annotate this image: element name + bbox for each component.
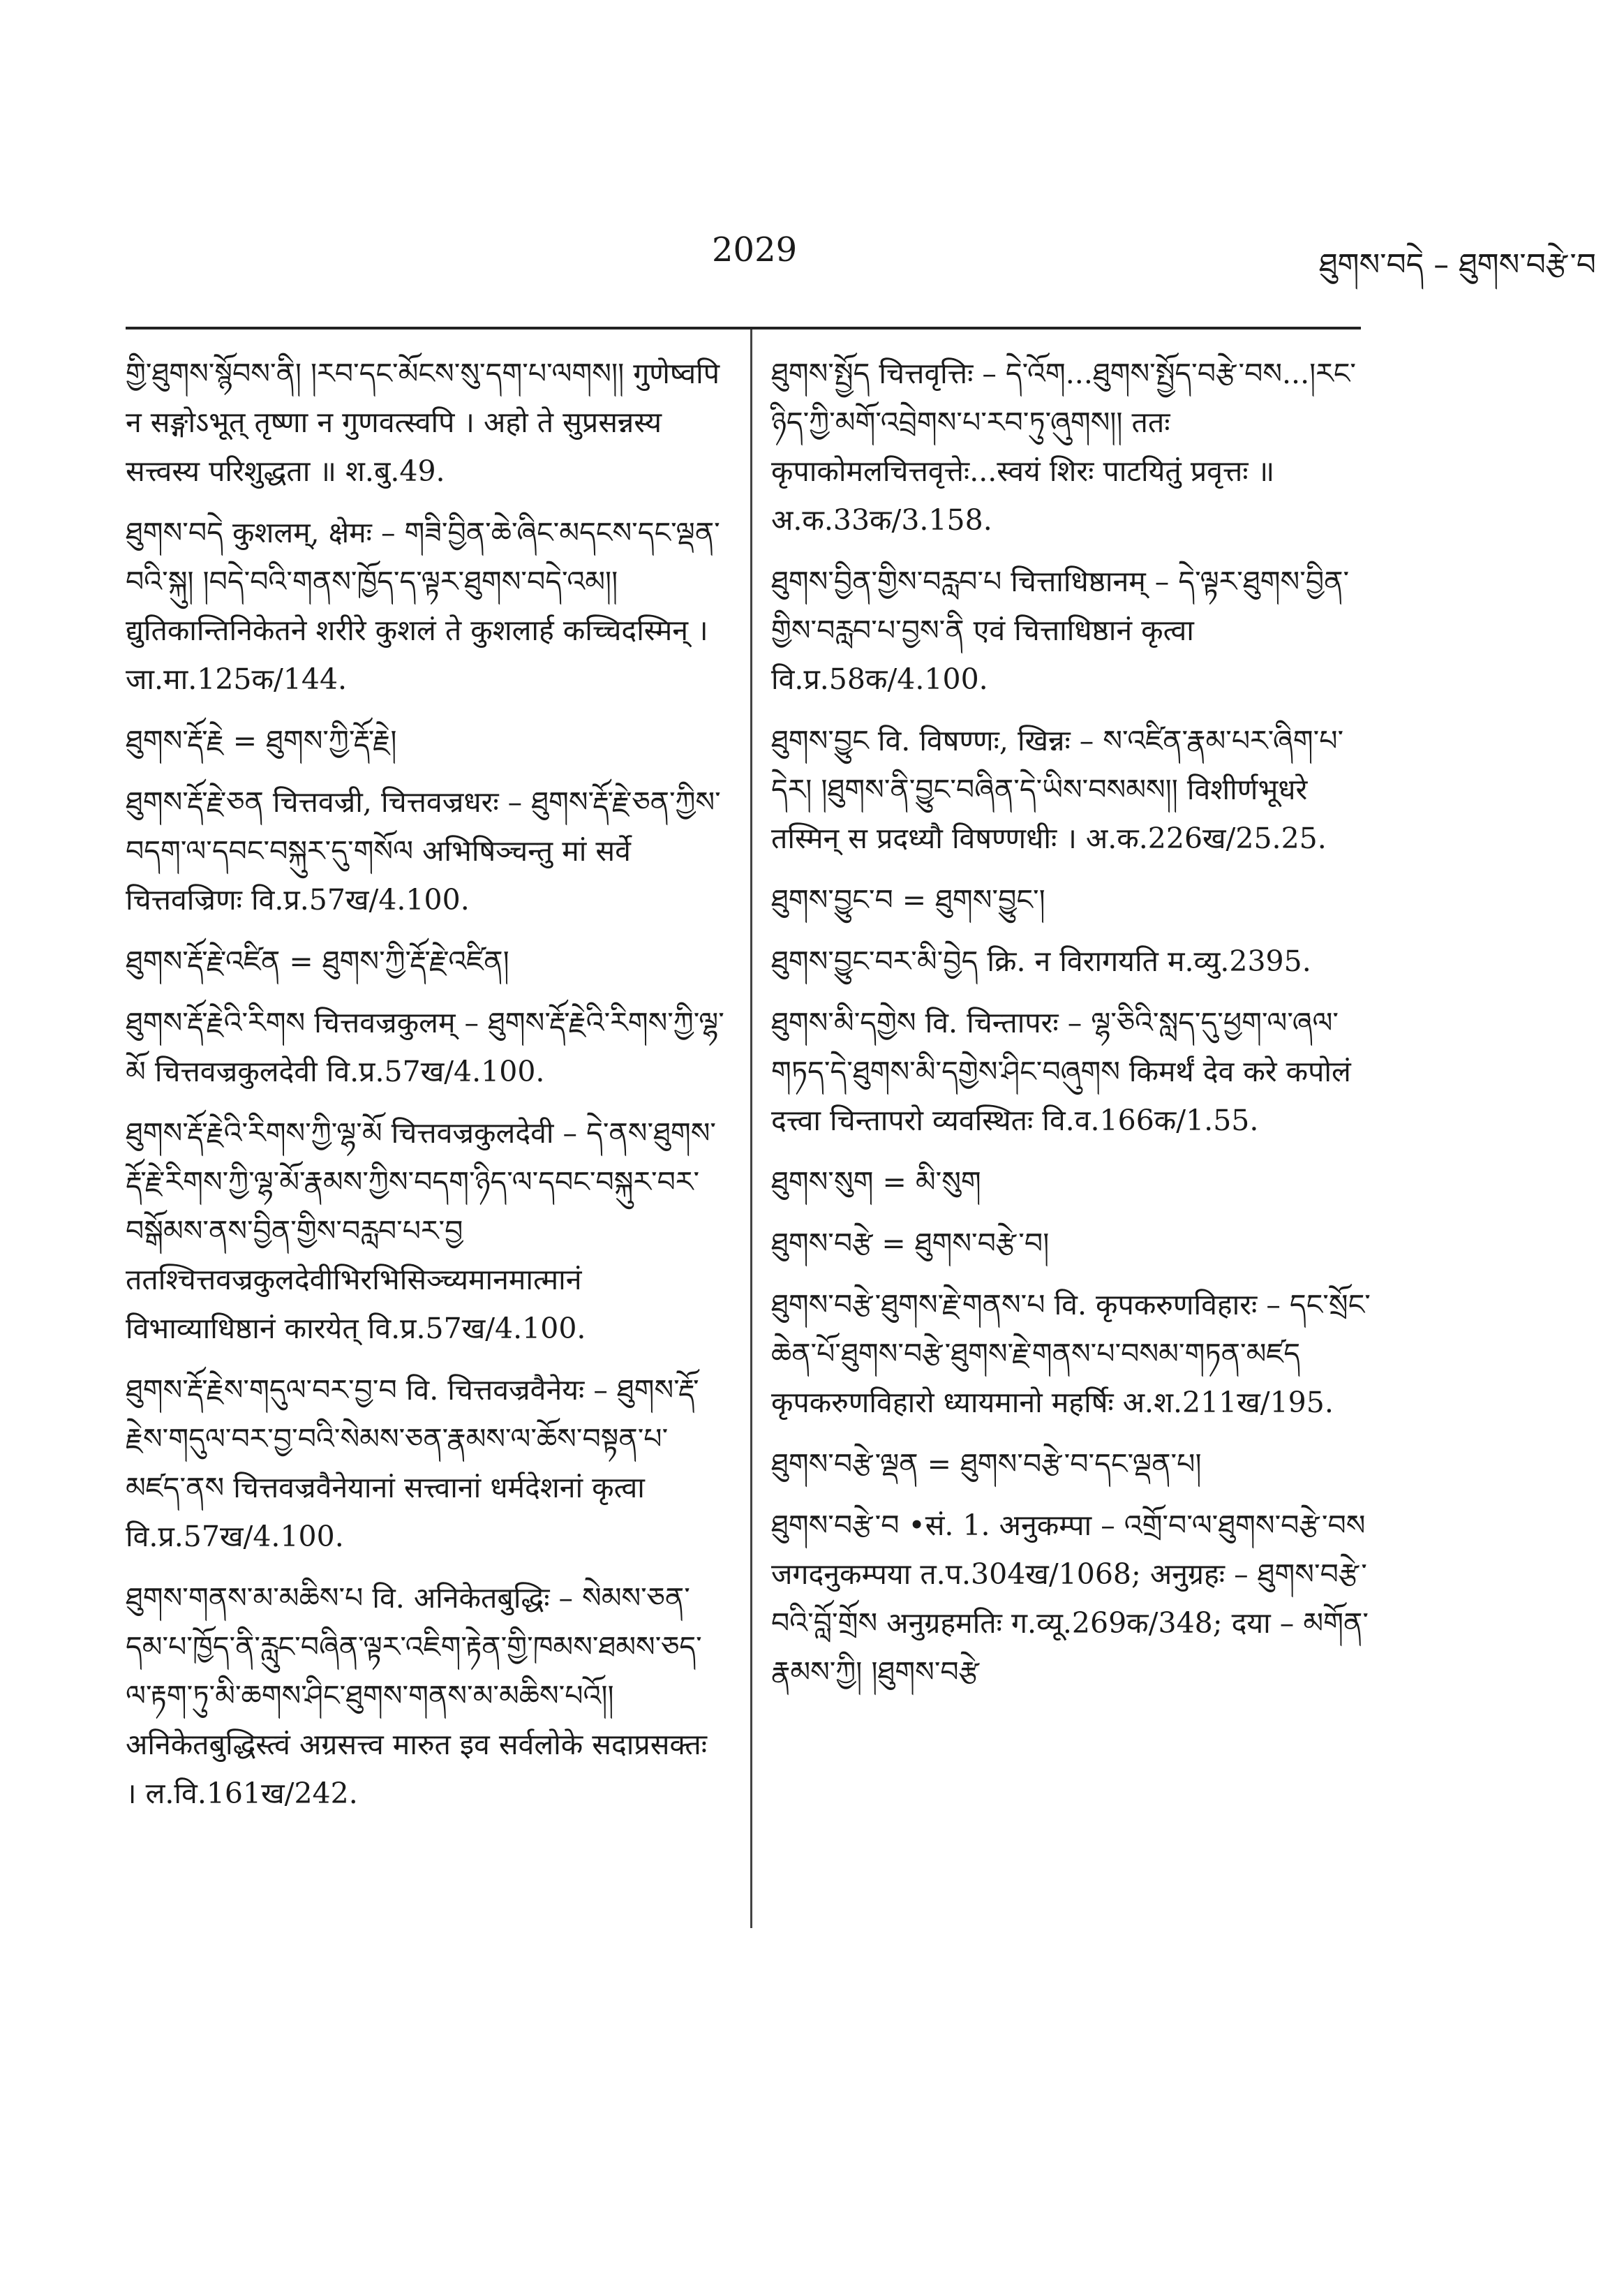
column-divider — [750, 329, 752, 1928]
right-column — [771, 349, 1378, 1709]
dictionary-entry: ཐུགས་གནས་མ་མཆིས་པ वि. अनिकेतबुद्धिः – སེམས་ཅན་དམ་པ་ཁྱོད་ནི་རླུང་བཞིན་ལྟར་འཇིག་རྟེན་གྱི་ཁམས་ཐམས་ཅད་ལ་རྟག་ཏུ་མི་ཆགས་ཤིང་ཐུགས་གནས་མ་མཆིས་པའོ།། अनिकेतबुद्धिस्त्वं अग्रसत्त्व मारुत इव सर्वलोके सदाप्रसक्तः । ल.वि.161ख/242. — [126, 1581, 708, 1810]
dictionary-entry: ཐུགས་བརྩེ = ཐུགས་བརྩེ་བ། — [771, 1227, 1050, 1260]
dictionary-entry: ཐུགས་བྱུང་བར་མི་བྱེད क्रि. न विरागयति म.व्यु.2395. — [771, 945, 1311, 978]
dictionary-entry: ཐུགས་མི་དགྱེས वि. चिन्तापरः – ལྷ་ཅིའི་སླད་དུ་ཕྱག་ལ་ཞལ་གཏད་དེ་ཐུགས་མི་དགྱེས་ཤིང་བཞུགས किमर्थं देव करे कपोलं दत्त्वा चिन्तापरो व्यवस्थितः वि.व.166क/1.55. — [771, 1006, 1351, 1137]
dictionary-entry: ཐུགས་རྡོ་རྗེའི་རིགས चित्तवज्रकुलम् – ཐུགས་རྡོ་རྗེའི་རིགས་ཀྱི་ལྷ་མོ चित्तवज्रकुलदेवी वि.प्र.57ख/4.100. — [126, 1006, 724, 1088]
page-header — [126, 230, 1596, 286]
dictionary-entry: ཐུགས་སྤྱོད चित्तवृत्तिः – དེ་འོག...ཐུགས་སྤྱོད་བརྩེ་བས...།རང་ཉིད་ཀྱི་མགོ་འབྲེགས་པ་རབ་ཏུ་ཞུགས།། ततः कृपाकोमलचित्तवृत्तेः...स्वयं शिरः पाटयितुं प्रवृत्तः ॥ अ.क.33क/3.158. — [771, 357, 1357, 537]
running-head: ཐུགས་བདེ – ཐུགས་བརྩེ་བ — [1318, 247, 1596, 283]
left-column — [126, 349, 726, 1830]
dictionary-entry: གྱི་ཐུགས་སྙོབས་ནི། །རབ་དང་མོངས་སུ་དག་པ་ལགས།། गुणेष्वपि न सङ्गोऽभूत् तृष्णा न गुणवत्स्वपि । अहो ते सुप्रसन्नस्य सत्त्वस्य परिशुद्धता ॥ श.बु.49. — [126, 357, 720, 488]
dictionary-entry: ཐུགས་རྡོ་རྗེ་འཛིན = ཐུགས་ཀྱི་རྡོ་རྗེ་འཛིན། — [126, 945, 509, 978]
header-rule — [126, 327, 1361, 329]
page-number: 2029 — [712, 230, 798, 269]
dictionary-entry: ཐུགས་རྡོ་རྗེས་གདུལ་བར་བྱ་བ वि. चित्तवज्रवैनेयः – ཐུགས་རྡོ་རྗེས་གདུལ་བར་བྱ་བའི་སེམས་ཅན་རྣམས་ལ་ཆོས་བསྟན་པ་མཛད་ནས चित्तवज्रवैनेयानां सत्त्वानां धर्मदेशनां कृत्वा वि.प्र.57ख/4.100. — [126, 1373, 699, 1553]
dictionary-entry: ཐུགས་བདེ कुशलम्, क्षेमः – གཟི་བྱིན་ཆེ་ཞིང་མདངས་དང་ལྡན་བའི་སྐུ། །བདེ་བའི་གནས་ཁྱོད་ད་ལྟར་ཐུགས་བདེ་འམ།། द्युतिकान्तिनिकेतने शरीरे कुशलं ते कुशलार्ह कच्चिदस्मिन् । जा.मा.125क/144. — [126, 516, 720, 696]
dictionary-entry: ཐུགས་བྱུང་བ = ཐུགས་བྱུང་། — [771, 883, 1045, 917]
dictionary-entry: ཐུགས་བྱུང वि. विषण्णः, खिन्नः – ས་འཛིན་རྣམ་པར་ཞིག་པ་དེར། །ཐུགས་ནི་བྱུང་བཞིན་དེ་ཡིས་བསམས།། विशीर्णभूधरे तस्मिन् स प्रदध्यौ विषण्णधीः । अ.क.226ख/25.25. — [771, 724, 1344, 855]
dictionary-entry: ཐུགས་རྡོ་རྗེ་ཅན चित्तवज्री, चित्तवज्रधरः – ཐུགས་རྡོ་རྗེ་ཅན་ཀྱིས་བདག་ལ་དབང་བསྐུར་དུ་གསོལ अभिषिञ्चन्तु मां सर्वे चित्तवज्रिणः वि.प्र.57ख/4.100. — [126, 785, 721, 917]
dictionary-entry: ཐུགས་རྡོ་རྗེའི་རིགས་ཀྱི་ལྷ་མོ चित्तवज्रकुलदेवी – དེ་ནས་ཐུགས་རྡོ་རྗེ་རིགས་ཀྱི་ལྷ་མོ་རྣམས་ཀྱིས་བདག་ཉིད་ལ་དབང་བསྐུར་བར་བསྒོམས་ནས་བྱིན་གྱིས་བརླབ་པར་བྱ ततश्चित्तवज्रकुलदेवीभिरभिसिञ्च्यमानमात्मानं विभाव्याधिष्ठानं कारयेत् वि.प्र.57ख/4.100. — [126, 1116, 716, 1345]
dictionary-entry: ཐུགས་བརྩེ་བ •सं. 1. अनुकम्पा – འགྲོ་བ་ལ་ཐུགས་བརྩེ་བས जगदनुकम्पया त.प.304ख/1068; अनुग्रहः – ཐུགས་བརྩེ་བའི་བློ་གྲོས अनुग्रहमतिः ग.व्यू.269क/348; दया – མགོན་རྣམས་ཀྱི། །ཐུགས་བརྩེ — [771, 1509, 1369, 1689]
dictionary-entry: ཐུགས་སུག = མི་སུག — [771, 1165, 981, 1199]
dictionary-entry: ཐུགས་བརྩེ་ཐུགས་རྗེ་གནས་པ वि. कृपकरुणविहारः – དང་སྲོང་ཆེན་པོ་ཐུགས་བརྩེ་ཐུགས་རྗེ་གནས་པ་བསམ་གཏན་མཛད कृपकरुणविहारो ध्यायमानो महर्षिः अ.श.211ख/195. — [771, 1288, 1371, 1419]
dictionary-entry: ཐུགས་རྡོ་རྗེ = ཐུགས་ཀྱི་རྡོ་རྗེ། — [126, 724, 397, 757]
dictionary-entry: ཐུགས་བརྩེ་ལྡན = ཐུགས་བརྩེ་བ་དང་ལྡན་པ། — [771, 1447, 1202, 1481]
dictionary-entry: ཐུགས་བྱིན་གྱིས་བརླབ་པ चित्ताधिष्ठानम् – དེ་ལྟར་ཐུགས་བྱིན་གྱིས་བརླབ་པ་བྱས་ནི एवं चित्ताधिष्ठानं कृत्वा वि.प्र.58क/4.100. — [771, 565, 1350, 696]
